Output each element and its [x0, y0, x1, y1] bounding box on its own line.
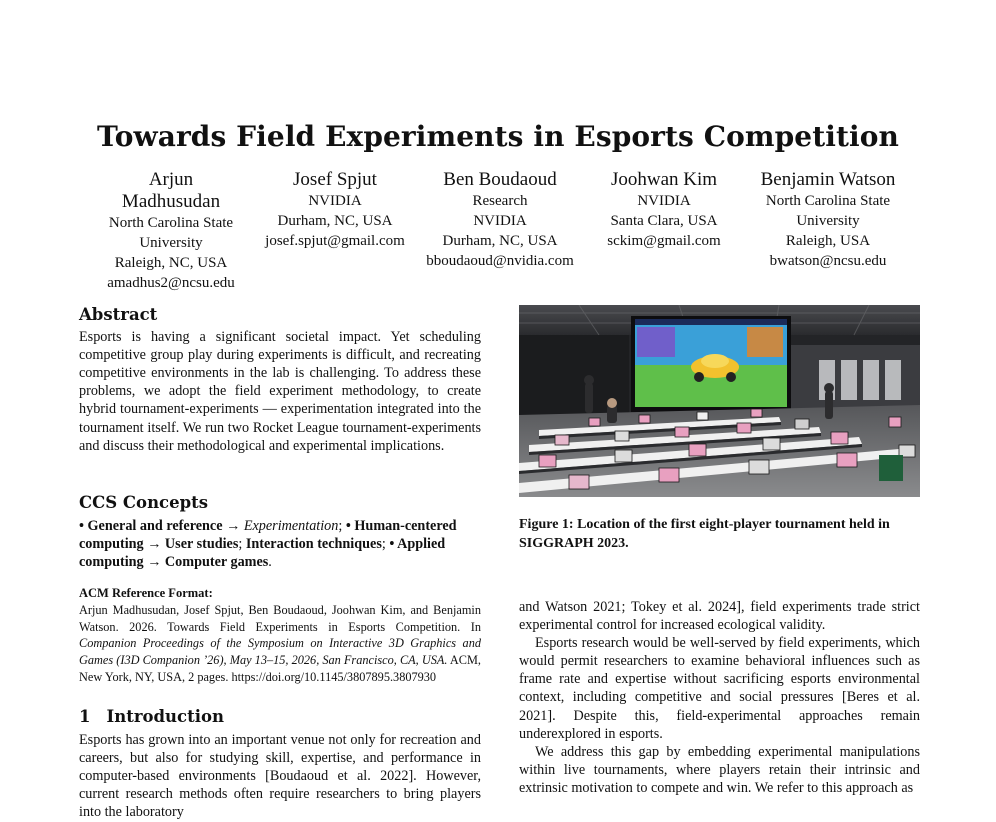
- paper-title: Towards Field Experiments in Esports Competition: [97, 120, 899, 153]
- ccs-item: User studies: [164, 536, 239, 553]
- author-name: Joohwan Kim: [610, 169, 718, 190]
- author-location: Raleigh, USA: [785, 233, 871, 249]
- abstract-text: Esports is having a significant societal impact. Yet scheduling competitive group play during experiments is difficult, and recreating competitive environments in the lab is challenging. To address these problems, we adopt the field experiment methodology, to create hybrid tournament-experiments — experimentation integrated into the tournament itself. We run two Rocket League tournament-experiments and discuss their methodological and experimental implications.: [79, 329, 481, 454]
- author-affiliation: NVIDIA: [308, 193, 362, 209]
- author-affiliation: North Carolina State: [765, 193, 891, 209]
- author-email: bwatson@ncsu.edu: [769, 253, 887, 269]
- author-affiliation: University: [139, 235, 203, 251]
- author-location: Raleigh, NC, USA: [114, 255, 228, 271]
- author-email: josef.spjut@gmail.com: [265, 233, 405, 249]
- introduction-section: [79, 708, 481, 822]
- ccs-arrow: →: [143, 536, 165, 553]
- section-title: Introduction: [106, 707, 224, 726]
- abstract-section: [79, 306, 481, 455]
- ccs-bullet: • Applied computing: [79, 536, 446, 571]
- author-affiliation: University: [796, 213, 860, 229]
- ccs-end: .: [268, 554, 272, 571]
- author-2: [256, 169, 414, 251]
- paragraph: and Watson 2021; Tokey et al. 2024], field experiments trade strict experimental control for increased ecological validity.: [519, 599, 920, 634]
- author-affiliation: NVIDIA: [637, 193, 691, 209]
- author-affiliation: North Carolina State: [108, 215, 234, 231]
- introduction-text: Esports has grown into an important venue not only for recreation and careers, but also for studying skill, expertise, and performance in computer-based environments [Boudaoud et al. 2022]. However, current research methods often require researchers to bring players into the laboratory: [79, 732, 481, 821]
- author-email: sckim@gmail.com: [607, 233, 721, 249]
- ccs-item: Interaction techniques: [245, 536, 382, 553]
- right-column-text: [519, 598, 920, 797]
- section-number: 1: [79, 707, 91, 726]
- introduction-heading: [79, 708, 481, 726]
- author-1: [98, 169, 244, 293]
- ccs-sep: ;: [381, 536, 390, 553]
- author-location: Santa Clara, USA: [610, 213, 718, 229]
- ccs-item: Computer games: [164, 554, 269, 571]
- acm-text: ACM, New York, NY, USA, 2 pages. https://doi.org/10.1145/3807895.3807930: [79, 653, 481, 684]
- acm-reference-section: [79, 585, 481, 686]
- author-name: Arjun: [148, 169, 194, 190]
- author-affiliation: Research: [472, 193, 528, 209]
- author-location: Durham, NC, USA: [277, 213, 393, 229]
- ccs-section: [79, 494, 481, 571]
- author-name: Madhusudan: [121, 191, 221, 212]
- paragraph: Esports research would be well-served by field experiments, which would permit researchers to examine behavioral influences such as frame rate and expertise without sacrificing esports environmental context, including competitive and social pressures [Beres et al. 2021]. Despite this, field-experimental approaches remain underexplored in esports.: [519, 635, 920, 742]
- ccs-bullet: • General and reference: [79, 518, 223, 535]
- author-location: Durham, NC, USA: [442, 233, 558, 249]
- ccs-bullet: • Human-centered computing: [79, 518, 457, 553]
- author-3: [420, 169, 580, 271]
- author-name: Benjamin Watson: [760, 169, 896, 190]
- ccs-sep: ;: [338, 518, 346, 535]
- author-affiliation: NVIDIA: [473, 213, 527, 229]
- ccs-concepts: [79, 517, 481, 571]
- ccs-arrow: →: [222, 518, 244, 535]
- acm-venue: Companion Proceedings of the Symposium on Interactive 3D Graphics and Games (I3D Companion ’26), May 13–15, 2026, San Francisco, CA, USA.: [79, 636, 481, 668]
- author-name: Josef Spjut: [293, 169, 377, 190]
- acm-text: Arjun Madhusudan, Josef Spjut, Ben Boudaoud, Joohwan Kim, and Benjamin Watson. 2026. Towards Field Experiments in Esports Competition. In: [79, 602, 481, 634]
- paragraph: We address this gap by embedding experimental manipulations within live tournaments, where players retain their intrinsic and extrinsic motivation to compete and win. We refer to this approach as: [519, 743, 920, 796]
- ccs-heading: CCS Concepts: [79, 493, 209, 512]
- acm-heading: ACM Reference Format:: [79, 586, 213, 600]
- author-5: [748, 169, 908, 271]
- figure-1-photo: [519, 305, 920, 497]
- ccs-sep: ;: [238, 536, 246, 553]
- tournament-hall-illustration: [519, 305, 920, 497]
- abstract-heading: Abstract: [79, 305, 158, 324]
- ccs-arrow: →: [143, 554, 165, 571]
- ccs-item: Experimentation: [243, 518, 339, 535]
- author-email: amadhus2@ncsu.edu: [107, 275, 235, 291]
- figure-1-caption: Figure 1: Location of the first eight-player tournament held in SIGGRAPH 2023.: [519, 517, 890, 551]
- author-name: Ben Boudaoud: [443, 169, 557, 190]
- acm-reference-text: [79, 602, 481, 686]
- author-email: bboudaoud@nvidia.com: [426, 253, 574, 269]
- author-4: [592, 169, 736, 251]
